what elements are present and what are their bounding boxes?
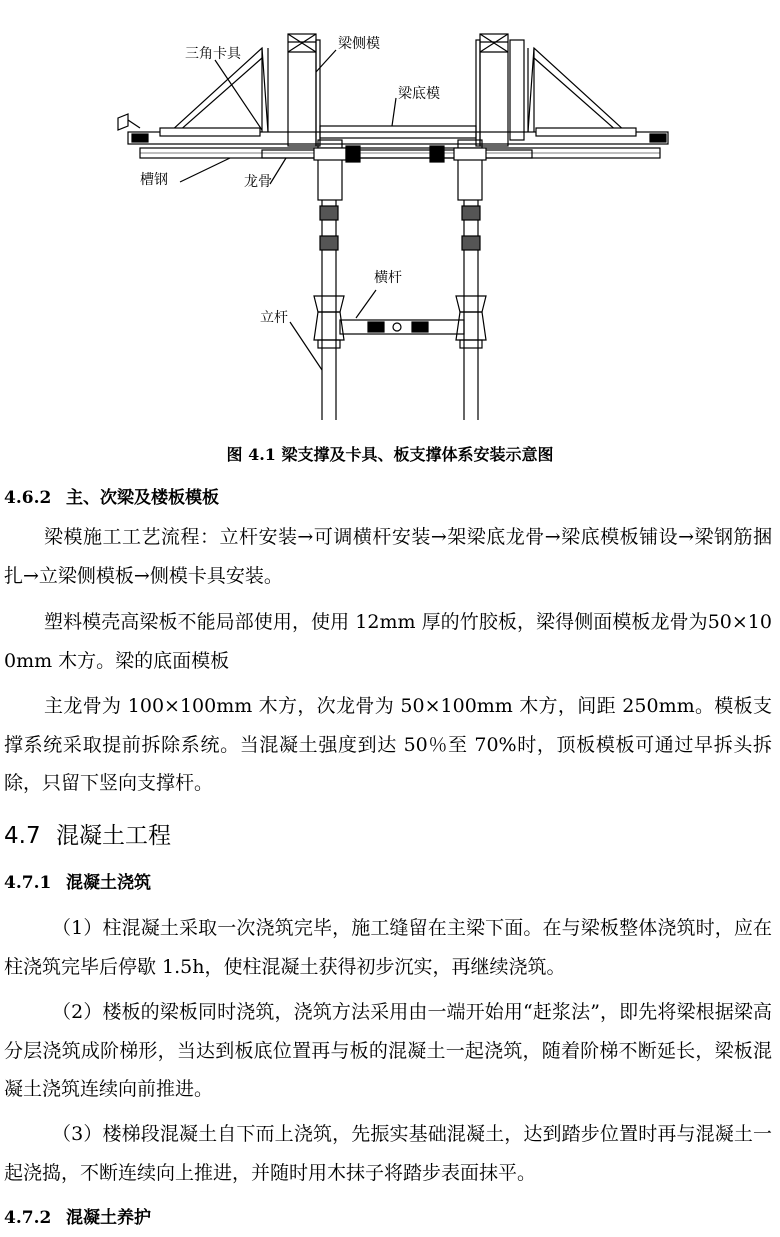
section-title: 混凝土养护 — [66, 1208, 151, 1228]
figure-caption: 图 4.1 梁支撑及卡具、板支撑体系安装示意图 — [226, 445, 554, 464]
paragraph: 主龙骨为 100×100mm 木方，次龙骨为 50×100mm 木方，间距 250mm。模板支撑系统采取提前拆除系统。当混凝土强度到达 50％至 70%时，顶板模板可通过早拆头拆除，只留下竖向支撑杆。 — [4, 695, 772, 794]
section-number: 4.7 — [4, 823, 41, 849]
label-crossbar: 横杆 — [374, 270, 402, 286]
label-triangle-clamp: 三角卡具 — [185, 46, 241, 62]
heading-4-7 — [4, 820, 171, 852]
right-upright-pole — [464, 200, 478, 420]
section-title: 主、次梁及楼板模板 — [66, 488, 219, 508]
section-title: 混凝土工程 — [56, 823, 171, 849]
section-number: 4.6.2 — [4, 488, 52, 508]
crossbar — [340, 320, 464, 334]
paragraph: （1）柱混凝土采取一次浇筑完毕，施工缝留在主梁下面。在与梁板整体浇筑时，应在柱浇筑完毕后停歇 1.5h，使柱混凝土获得初步沉实，再继续浇筑。 — [4, 917, 772, 978]
heading-4-7-2 — [4, 1205, 151, 1231]
support-diagram-svg — [0, 0, 780, 440]
support-diagram — [0, 0, 780, 440]
section-number: 4.7.2 — [4, 1208, 52, 1228]
label-beam-bottom-form: 梁底模 — [398, 86, 440, 102]
right-side-form — [480, 34, 508, 146]
section-title: 混凝土浇筑 — [66, 873, 151, 893]
label-keel: 龙骨 — [244, 174, 272, 190]
right-triangle-clamp — [528, 48, 626, 132]
label-channel-steel: 槽钢 — [140, 172, 168, 188]
section-number: 4.7.1 — [4, 873, 52, 893]
paragraph: 塑料模壳高梁板不能局部使用，使用 12mm 厚的竹胶板，梁得侧面模板龙骨为50×100mm 木方。梁的底面模板 — [4, 611, 772, 672]
label-upright-pole: 立杆 — [260, 310, 288, 326]
paragraph: （3）楼梯段混凝土自下而上浇筑，先振实基础混凝土，达到踏步位置时再与混凝土一起浇捣，不断连续向上推进，并随时用木抹子将踏步表面抹平。 — [4, 1123, 772, 1184]
left-upright-pole — [322, 200, 336, 420]
heading-4-7-1 — [4, 870, 151, 896]
label-beam-side-form: 梁侧模 — [338, 36, 380, 52]
paragraph: 梁模施工工艺流程：立杆安装→可调横杆安装→架梁底龙骨→梁底模板铺设→梁钢筋捆扎→立梁侧模板→侧模卡具安装。 — [4, 526, 772, 587]
heading-4-6-2 — [4, 485, 219, 511]
paragraph: （2）楼板的梁板同时浇筑，浇筑方法采用由一端开始用“赶浆法”，即先将梁根据梁高分层浇筑成阶梯形，当达到板底位置再与板的混凝土一起浇筑，随着阶梯不断延长，梁板混凝土浇筑连续向前推进。 — [4, 1001, 772, 1100]
left-side-form — [288, 34, 316, 146]
keel — [262, 150, 532, 158]
